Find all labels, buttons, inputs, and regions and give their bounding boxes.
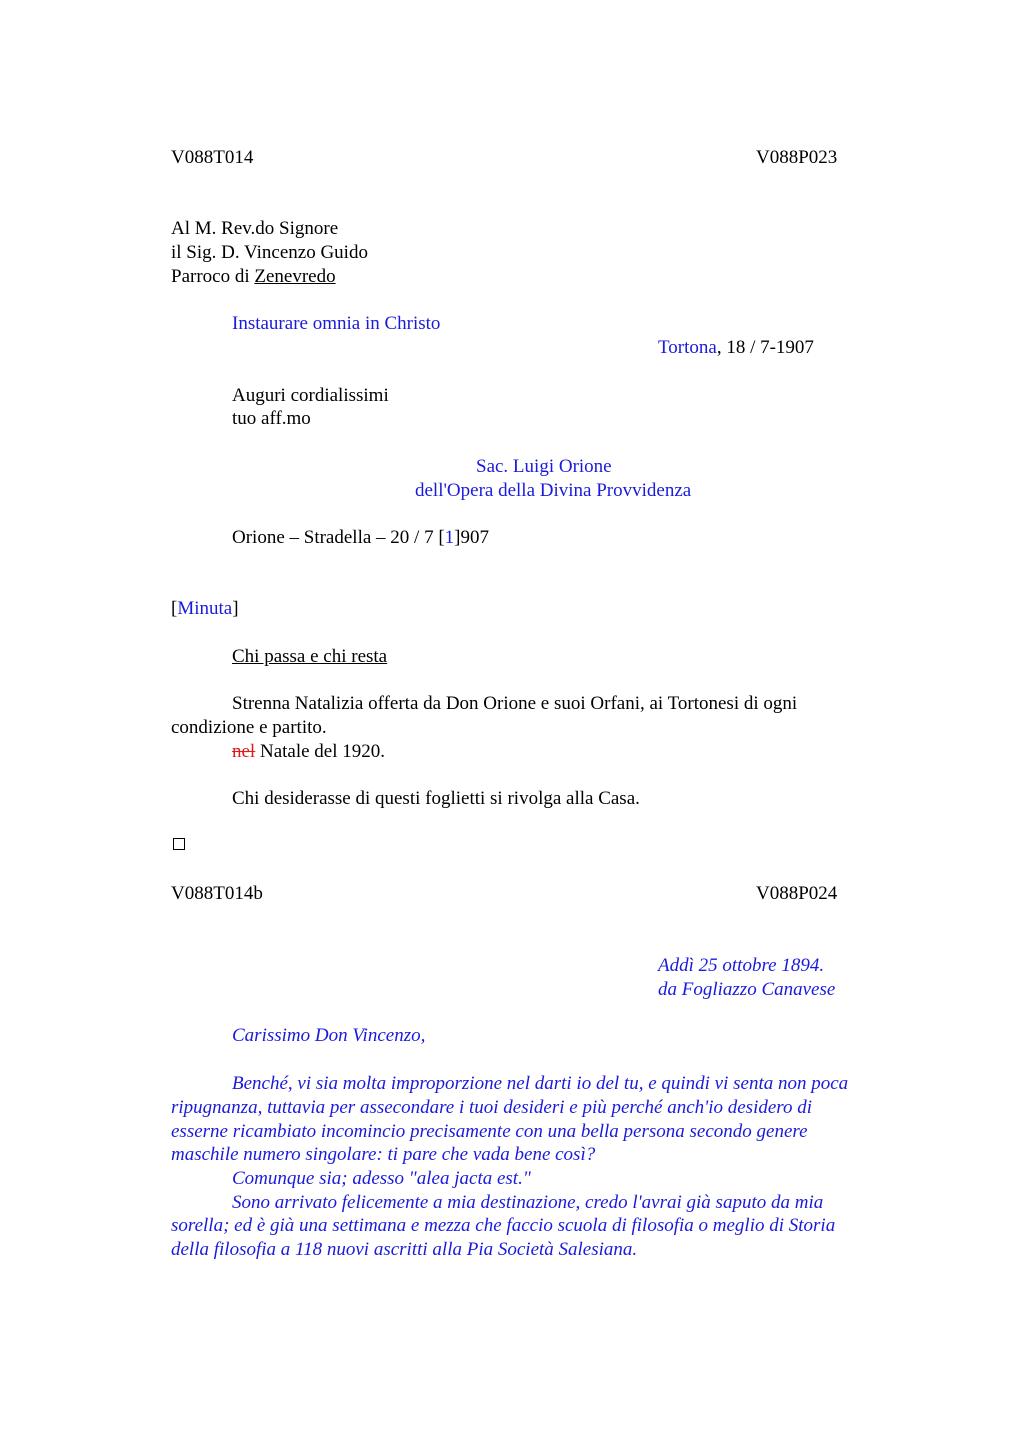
motto: Instaurare omnia in Christo [232, 313, 441, 334]
draft-paragraph-line-2: condizione e partito. [171, 717, 327, 738]
draft-label-text: Minuta [177, 598, 233, 619]
letter-body-line: della filosofia a 118 nuovi ascritti alla Pia Società Salesiana. [171, 1239, 638, 1260]
draft-label-close: ] [232, 598, 239, 619]
document-code-left: V088T014 [171, 147, 254, 168]
draft-paragraph-line-1: Strenna Natalizia offerta da Don Orione e suoi Orfani, ai Tortonesi di ogni [232, 693, 798, 714]
draft-label [171, 597, 239, 621]
postmark-line [232, 526, 489, 550]
struck-word: nel [232, 741, 256, 762]
letter-body-line: sorella; ed è già una settimana e mezza che faccio scuola di filosofia o meglio di Storia [171, 1215, 836, 1236]
address-prefix: Parroco di [171, 266, 255, 287]
draft-label-open: [ [171, 598, 178, 619]
natale-text: Natale del 1920. [255, 741, 386, 762]
date-value: , 18 / 7-1907 [716, 337, 814, 358]
postmark-part-b: 1 [444, 527, 455, 548]
address-line-1: Al M. Rev.do Signore [171, 218, 339, 239]
postmark-part-a: Orione – Stradella – 20 / 7 [ [232, 527, 445, 548]
address-line-2: il Sig. D. Vincenzo Guido [171, 242, 368, 263]
address-line-3 [171, 265, 336, 289]
letter-body-line: Comunque sia; adesso "alea jacta est." [232, 1168, 531, 1189]
draft-title: Chi passa e chi resta [232, 646, 388, 667]
letter-body-line: maschile numero singolare: ti pare che vada bene così? [171, 1144, 596, 1165]
page-code-right: V088P023 [756, 147, 838, 168]
draft-paragraph-line-4: Chi desiderasse di questi foglietti si rivolga alla Casa. [232, 788, 640, 809]
greeting-line-2: tuo aff.mo [232, 408, 311, 429]
signature-name: Sac. Luigi Orione [476, 456, 612, 477]
letter-body-line: Benché, vi sia molta improporzione nel darti io del tu, e quindi vi senta non poca [232, 1073, 849, 1094]
letter-body-line: Sono arrivato felicemente a mia destinazione, credo l'avrai già saputo da mia [232, 1192, 824, 1213]
letter-body-line: esserne ricambiato incomincio precisamente con una bella persona secondo genere [171, 1121, 808, 1142]
address-place: Zenevredo [254, 266, 336, 287]
salutation: Carissimo Don Vincenzo, [232, 1025, 426, 1046]
letter-date-line-2: da Fogliazzo Canavese [658, 979, 836, 1000]
greeting-line-1: Auguri cordialissimi [232, 385, 389, 406]
letter-body-line: ripugnanza, tuttavia per assecondare i tuoi desideri e più perché anch'io desidero di [171, 1097, 812, 1118]
checkbox-square-icon [173, 838, 185, 850]
letter-date-line-1: Addì 25 ottobre 1894. [658, 955, 825, 976]
document-code-left-2: V088T014b [171, 883, 263, 904]
signature-organization: dell'Opera della Divina Provvidenza [415, 480, 692, 501]
date-place: Tortona [658, 337, 717, 358]
letter-date [658, 336, 814, 360]
draft-paragraph-line-3 [232, 740, 385, 764]
page-code-right-2: V088P024 [756, 883, 838, 904]
postmark-part-c: ]907 [454, 527, 489, 548]
